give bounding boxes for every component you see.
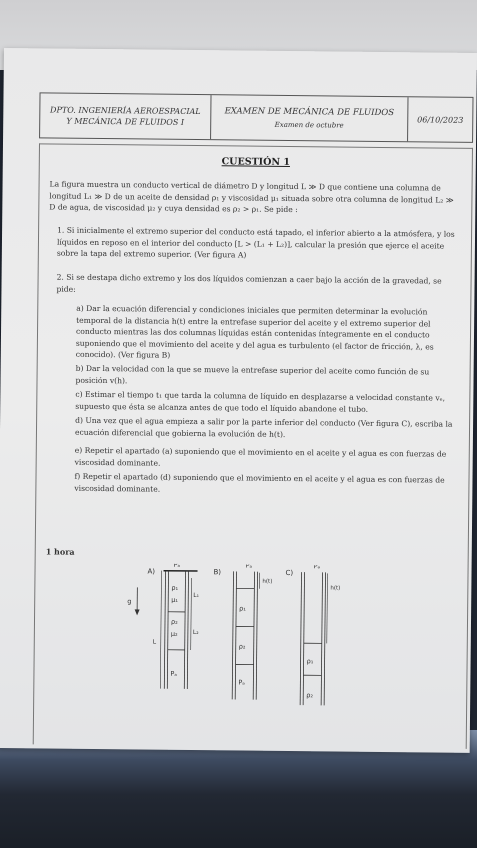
figure-b-rho2: ρ₂ [238,642,246,651]
figure-a-mu2: μ₂ [170,629,178,638]
department-cell [40,93,211,139]
figure-a-pa-bottom: Pₐ [170,669,177,678]
figure-a-wall-left-inner [167,571,168,689]
exam-header [39,92,473,143]
figure-b-pa-top: Pₐ [245,563,253,570]
item-2f: f) Repetir el apartado (d) suponiendo que el movimiento en el aceite y el agua es con fuerzas de viscosidad dominante. [74,471,445,494]
figure-a-label: A) [147,567,156,576]
exam-date-cell [408,97,472,142]
figure-a-pa-top: Pₐ [173,563,181,569]
figure-c-pa-top: Pₐ [313,563,321,571]
exam-subtitle: Examen de octubre [274,120,344,130]
figure-b-ht: h(t) [262,578,273,585]
conduit-figure [124,563,386,736]
item-2: 2. Si se destapa dicho extremo y los dos líquidos comienzan a caer bajo la acción de la gravedad, se pide: [56,272,442,294]
department-line-2: Y MECÁNICA DE FLUIDOS I [66,116,185,127]
question-box [33,143,473,749]
figure-a-wall-left [164,571,165,689]
item-2c: c) Estimar el tiempo t₁ que tarda la columna de líquido en desplazarse a velocidad constante vₑ, supuesto que ésta se alcanza antes de que todo el líquido abandone el tubo. [75,389,446,414]
exam-date: 06/10/2023 [417,114,464,125]
figure-a-rho2: ρ₂ [170,617,178,626]
exam-title-cell [211,95,408,141]
figure-a-l2: L₂ [192,629,199,637]
figure-c-rho1: ρ₁ [306,657,314,666]
figure-a-wall-right [184,571,185,689]
figure-c-wall-right-inner [324,572,325,705]
item-2a: a) Dar la ecuación diferencial y condiciones iniciales que permiten determinar la evolución temporal de la distancia h(t) entre la entrefase superior del aceite y el extremo superior del conducto mientras las dos columnas líquidas están contenidas íntegramente en el conducto suponiendo que el movimiento del aceite y del agua es turbulento (el factor de fricción, λ, es conocido). (Ver figura B) [75,303,434,360]
figure-c-wall-left [300,572,301,705]
figure-c-wall-left-inner [303,572,304,705]
department-line-1: DPTO. INGENIERÍA AEROESPACIAL [50,105,201,117]
duration-label: 1 hora [45,546,75,557]
item-2b: b) Dar la velocidad con la que se mueve la entrefase superior del aceite como función de su posición v(h). [75,363,430,385]
gravity-arrow-head-icon [135,609,140,615]
figure-c-ht: h(t) [330,585,341,592]
item-1: 1. Si inicialmente el extremo superior del conducto está tapado, el inferior abierto a la atmósfera, y los líquidos en reposo en el interior del conducto [L > (L₁ + L₂)], calcular la presión que ejerce el aceite sobre la tapa del extremo superior. (Ver figura A) [56,225,455,260]
figure-b-pa-bottom: Pₐ [238,678,245,687]
question-title: CUESTIÓN 1 [221,156,291,169]
figure-a-l: L [152,638,157,646]
gravity-label: g [127,597,132,606]
question-intro: La figura muestra un conducto vertical de diámetro D y longitud L ≫ D que contiene una columna de longitud L₁ ≫ D de un aceite de densidad ρ₁ y viscosidad μ₁ situada sobre otra columna de longitud L₂ ≫ D de agua, de viscosidad μ₂ y cuya densidad es ρ₂ > ρ₁. Se pide : [49,179,454,215]
figure-b-wall-right [253,572,254,700]
figure-a-mu1: μ₁ [171,595,179,604]
figure-a-l1: L₁ [193,592,200,600]
figure-c-ht-dim [327,573,328,643]
figure-b-wall-left-inner [235,571,236,699]
item-2e: e) Repetir el apartado (a) suponiendo que el movimiento en el aceite y el agua es con fuerzas de viscosidad dominante. [74,445,447,468]
figure-a-rho1: ρ₁ [171,583,179,592]
figure-c-label: C) [285,568,294,578]
item-2d: d) Una vez que el agua empieza a salir por la parte inferior del conducto (Ver figura C), escriba la ecuación diferencial que gobierna la evolución de h(t). [74,415,453,439]
figure-c-rho2: ρ₂ [306,691,314,700]
figure-b-rho1: ρ₁ [239,604,246,613]
figure-b-label: B) [213,568,222,577]
figure-a-wall-right-inner [187,571,188,689]
exam-title: EXAMEN DE MECÁNICA DE FLUIDOS [224,106,395,119]
figure-b-wall-right-inner [256,572,257,700]
figure-b-wall-left [232,571,233,699]
figure-a-l-dim [160,571,161,689]
exam-sheet [0,48,477,753]
figure-c-wall-right [321,572,322,705]
conduit-diagram [124,563,386,736]
